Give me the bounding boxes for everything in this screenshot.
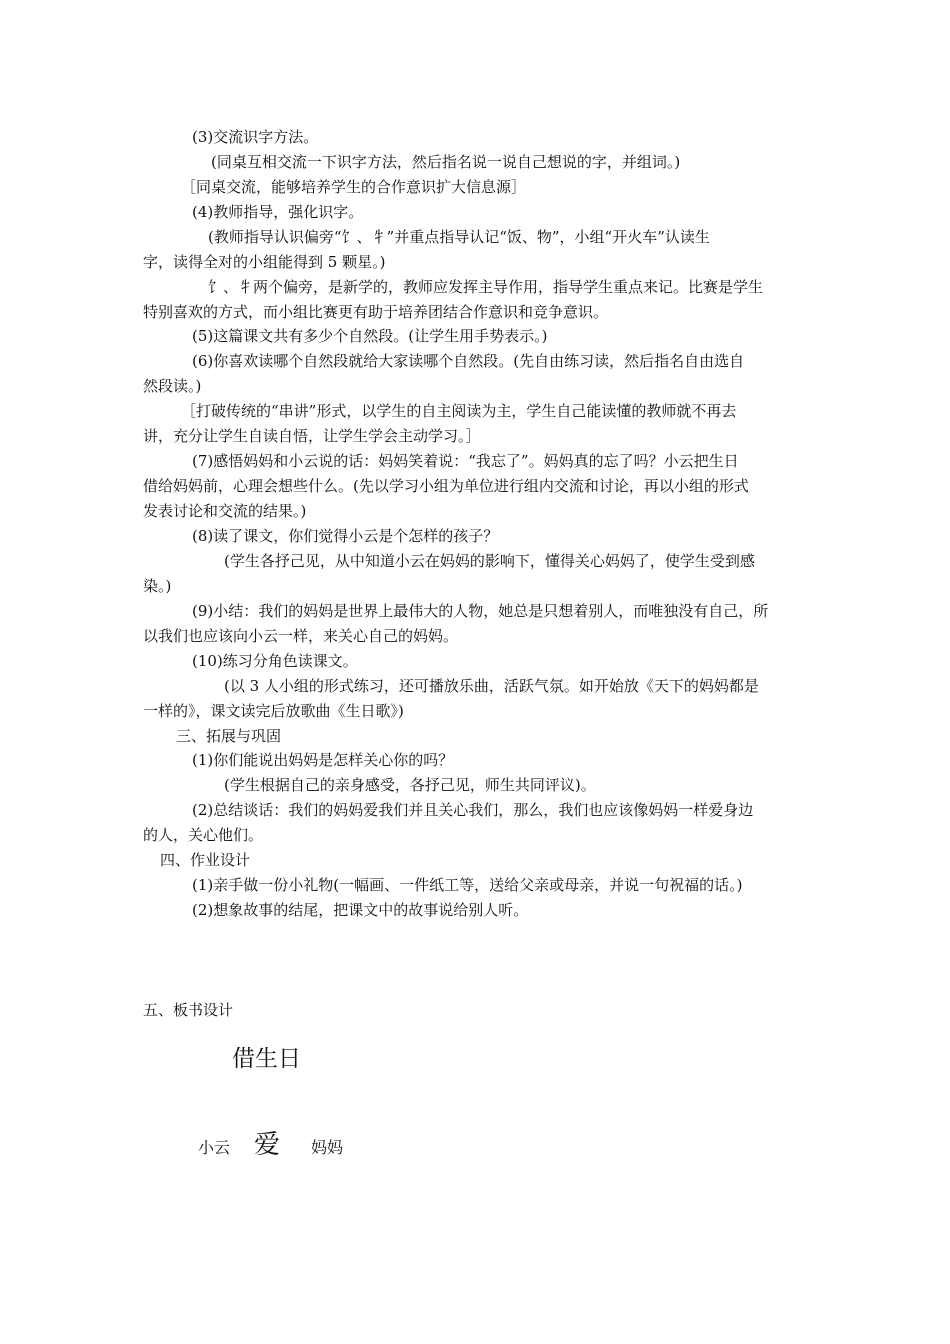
text-line: (5)这篇课文共有多少个自然段。(让学生用手势表示。) (192, 327, 548, 345)
text-line: 借给妈妈前，心理会想些什么。(先以学习小组为单位进行组内交流和讨论，再以小组的形式 (143, 477, 749, 495)
text-line: (7)感悟妈妈和小云说的话：妈妈笑着说：“我忘了”。妈妈真的忘了吗？小云把生日 (192, 452, 739, 470)
text-line: 的人，关心他们。 (143, 826, 264, 844)
board-design-heading: 五、板书设计 (143, 1001, 234, 1019)
text-line: 饣、牜两个偏旁，是新学的，教师应发挥主导作用，指导学生重点来记。比赛是学生 (208, 278, 764, 296)
text-line: (8)读了课文，你们觉得小云是个怎样的孩子？ (192, 527, 499, 545)
board-title: 借生日 (232, 1046, 301, 1072)
text-line: 然段读。) (143, 377, 202, 395)
text-line: (教师指导认识偏旁“饣、牜”并重点指导认记“饭、物”，小组“开火车”认读生 (208, 228, 710, 246)
section-heading: 三、拓展与巩固 (176, 727, 282, 745)
text-line: 发表讨论和交流的结果。) (143, 502, 307, 520)
text-line: (4)教师指导，强化识字。 (192, 203, 364, 221)
text-line: (学生各抒己见，从中知道小云在妈妈的影响下，懂得关心妈妈了，使学生受到感 (224, 552, 755, 570)
board-label-left: 小云 (198, 1138, 231, 1157)
text-line: (以 3 人小组的形式练习，还可播放乐曲，活跃气氛。如开始放《天下的妈妈都是 (224, 677, 759, 695)
text-line: 讲，充分让学生自读自悟，让学生学会主动学习。］ (143, 427, 481, 445)
text-line: (1)亲手做一份小礼物(一幅画、一件纸工等，送给父亲或母亲，并说一句祝福的话。) (192, 876, 743, 894)
text-line: (6)你喜欢读哪个自然段就给大家读哪个自然段。(先自由练习读，然后指名自由选自 (192, 352, 745, 370)
text-line: (学生根据自己的亲身感受，各抒己见，师生共同评议)。 (224, 776, 596, 794)
board-label-center: 爱 (254, 1130, 281, 1160)
text-line: (10)练习分角色读课文。 (192, 652, 358, 670)
text-line: (3)交流识字方法。 (192, 128, 319, 146)
text-line: (2)想象故事的结尾，把课文中的故事说给别人听。 (192, 901, 529, 919)
text-line: (2)总结谈话：我们的妈妈爱我们并且关心我们，那么，我们也应该像妈妈一样爱身边 (192, 801, 754, 819)
text-line: (1)你们能说出妈妈是怎样关心你的吗？ (192, 751, 454, 769)
text-line: 一样的》，课文读完后放歌曲《生日歌》) (143, 702, 404, 720)
text-line: 特别喜欢的方式，而小组比赛更有助于培养团结合作意识和竞争意识。 (143, 303, 609, 321)
text-line: 以我们也应该向小云一样，来关心自己的妈妈。 (143, 627, 459, 645)
text-line: (9)小结：我们的妈妈是世界上最伟大的人物，她总是只想着别人，而唯独没有自己，所 (192, 602, 769, 620)
section-heading: 四、作业设计 (160, 851, 251, 869)
text-line: ［打破传统的“串讲”形式，以学生的自主阅读为主，学生自己能读懂的教师就不再去 (181, 402, 737, 420)
text-line: 染。) (143, 577, 172, 595)
text-line: 字，读得全对的小组能得到 5 颗星。) (143, 253, 386, 271)
text-line: (同桌互相交流一下识字方法，然后指名说一说自己想说的字，并组词。) (211, 153, 681, 171)
text-line: ［同桌交流，能够培养学生的合作意识扩大信息源］ (181, 178, 527, 196)
board-label-right: 妈妈 (311, 1138, 344, 1157)
